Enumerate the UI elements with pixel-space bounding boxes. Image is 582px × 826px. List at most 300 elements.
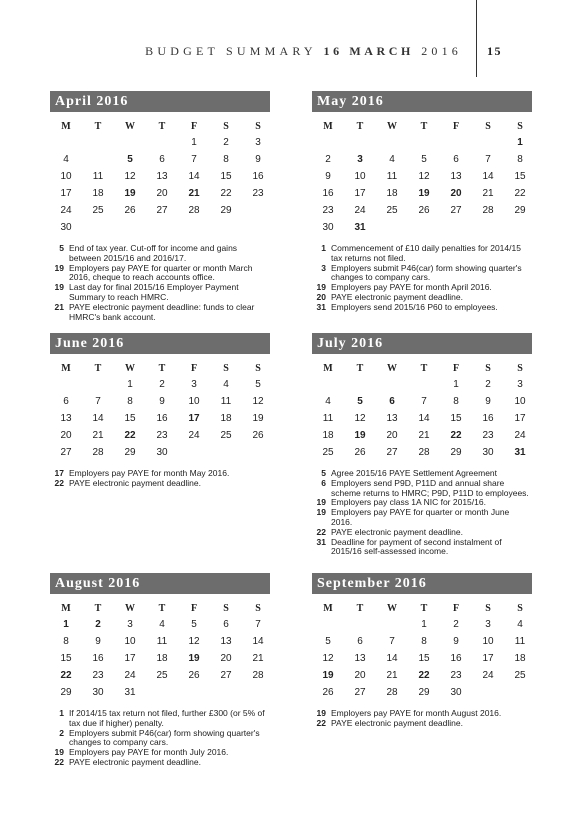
day-cell: 23 (252, 188, 264, 199)
week-row (50, 616, 274, 633)
day-cell: 27 (386, 447, 398, 458)
day-cell (472, 219, 504, 236)
day-cell: 6 (389, 396, 395, 407)
day-cell: 10 (354, 171, 366, 182)
day-cell (408, 134, 440, 151)
day-cell: 13 (354, 653, 366, 664)
weekday-header: F (190, 602, 198, 614)
day-cell: 20 (220, 653, 232, 664)
day-cell: 24 (60, 205, 72, 216)
calendar-grid (312, 600, 536, 701)
day-cell: 12 (124, 171, 136, 182)
day-cell: 26 (252, 430, 264, 441)
day-cell: 24 (354, 205, 366, 216)
day-cell: 17 (514, 413, 526, 424)
day-cell: 10 (514, 396, 526, 407)
note-day: 19 (54, 282, 64, 293)
weekday-header: M (61, 362, 71, 374)
week-row (50, 410, 274, 427)
day-cell: 28 (92, 447, 104, 458)
day-cell: 8 (453, 396, 459, 407)
day-cell: 3 (357, 154, 363, 165)
week-row (50, 376, 274, 393)
note-text: Employers send P9D, P11D and annual share scheme returns to HMRC; P9D, P11D to employees. (331, 477, 529, 498)
day-cell: 21 (386, 670, 398, 681)
note-day: 19 (316, 282, 326, 293)
day-cell: 27 (450, 205, 462, 216)
day-cell: 29 (450, 447, 462, 458)
day-cell: 25 (220, 430, 232, 441)
week-row (50, 684, 274, 701)
day-cell (82, 151, 114, 168)
day-cell: 9 (95, 636, 101, 647)
week-row (50, 168, 274, 185)
note-day: 1 (59, 708, 64, 718)
note-day: 2 (59, 727, 64, 738)
day-cell (408, 219, 440, 236)
month-title: April 2016 (50, 91, 270, 112)
note-item (312, 264, 532, 284)
day-cell: 20 (386, 430, 398, 441)
week-row (50, 151, 274, 168)
note-text: Employers pay class 1A NIC for 2015/16. (331, 497, 486, 508)
day-cell: 8 (517, 154, 523, 165)
weekday-row (50, 118, 274, 134)
day-cell: 25 (386, 205, 398, 216)
day-cell: 28 (252, 670, 264, 681)
day-cell: 3 (517, 379, 523, 390)
weekday-header: T (158, 362, 166, 374)
day-cell: 23 (450, 670, 462, 681)
day-cell: 11 (386, 171, 398, 182)
day-cell: 9 (255, 154, 261, 165)
day-cell: 29 (418, 687, 430, 698)
day-cell: 8 (421, 636, 427, 647)
weekday-row (50, 360, 274, 376)
note-item (312, 479, 532, 499)
calendar-grid (50, 118, 274, 236)
day-cell (178, 684, 210, 701)
day-cell: 5 (325, 636, 331, 647)
day-cell: 26 (188, 670, 200, 681)
day-cell: 16 (482, 413, 494, 424)
note-day: 19 (316, 507, 326, 518)
note-text: Deadline for payment of second instalment of 2015/16 self-assessed income. (331, 536, 502, 557)
week-row (50, 134, 274, 151)
note-day: 19 (54, 262, 64, 273)
note-text: Employers pay PAYE for quarter or month March 2016, cheque to reach accounts office. (69, 262, 253, 283)
weekday-row (312, 600, 536, 616)
note-item (50, 303, 270, 323)
day-cell: 30 (92, 687, 104, 698)
day-cell: 5 (255, 379, 261, 390)
day-cell: 5 (357, 396, 363, 407)
day-cell: 16 (322, 188, 334, 199)
day-cell: 25 (514, 670, 526, 681)
day-cell: 18 (156, 653, 168, 664)
note-day: 20 (316, 291, 326, 302)
day-cell: 3 (485, 619, 491, 630)
note-item (312, 538, 532, 558)
day-cell: 14 (188, 171, 200, 182)
day-cell: 17 (188, 413, 200, 424)
day-cell: 27 (156, 205, 168, 216)
note-text: Employers send 2015/16 P60 to employees. (331, 301, 498, 312)
day-cell: 15 (60, 653, 72, 664)
day-cell: 30 (450, 687, 462, 698)
day-cell: 22 (124, 430, 136, 441)
calendar-grid (312, 118, 536, 236)
weekday-header: M (61, 602, 71, 614)
day-cell: 28 (188, 205, 200, 216)
note-day: 31 (316, 301, 326, 312)
weekday-header: S (255, 602, 261, 614)
note-item (312, 719, 532, 729)
month-august (50, 573, 270, 768)
day-cell (146, 219, 178, 236)
day-cell: 17 (60, 188, 72, 199)
weekday-header: M (323, 362, 333, 374)
weekday-header: F (452, 362, 460, 374)
week-row (312, 684, 536, 701)
day-cell: 24 (124, 670, 136, 681)
weekday-header: S (255, 120, 261, 132)
note-item (50, 283, 270, 303)
note-item (50, 244, 270, 264)
day-cell: 31 (124, 687, 136, 698)
day-cell: 29 (514, 205, 526, 216)
day-cell: 30 (482, 447, 494, 458)
note-day: 3 (321, 262, 326, 273)
deadline-notes (312, 469, 532, 557)
week-row (50, 427, 274, 444)
day-cell (82, 219, 114, 236)
note-day: 19 (316, 497, 326, 508)
day-cell: 4 (325, 396, 331, 407)
day-cell: 25 (92, 205, 104, 216)
weekday-header: S (223, 362, 229, 374)
month-title: August 2016 (50, 573, 270, 594)
week-row (312, 444, 536, 461)
week-row (312, 185, 536, 202)
day-cell: 15 (124, 413, 136, 424)
month-june (50, 333, 270, 489)
day-cell: 3 (255, 137, 261, 148)
weekday-header: S (255, 362, 261, 374)
day-cell (344, 616, 376, 633)
weekday-header: T (94, 120, 102, 132)
day-cell: 21 (92, 430, 104, 441)
note-item (50, 709, 270, 729)
day-cell: 11 (322, 413, 334, 424)
day-cell: 8 (127, 396, 133, 407)
day-cell: 25 (156, 670, 168, 681)
note-text: PAYE electronic payment deadline: funds to clear HMRC's bank account. (69, 301, 255, 322)
day-cell (242, 219, 274, 236)
note-item (50, 758, 270, 768)
day-cell: 17 (354, 188, 366, 199)
note-text: Employers pay PAYE for quarter or month June 2016. (331, 507, 510, 527)
day-cell (210, 219, 242, 236)
day-cell: 1 (127, 379, 133, 390)
day-cell: 23 (156, 430, 168, 441)
day-cell (210, 684, 242, 701)
day-cell: 19 (124, 188, 136, 199)
day-cell: 21 (252, 653, 264, 664)
note-text: End of tax year. Cut-off for income and gains between 2015/16 and 2016/17. (69, 243, 238, 263)
day-cell (114, 219, 146, 236)
day-cell: 15 (514, 171, 526, 182)
week-row (50, 650, 274, 667)
deadline-notes (50, 709, 270, 768)
day-cell: 8 (223, 154, 229, 165)
day-cell: 18 (386, 188, 398, 199)
header-title: BUDGET SUMMARY 16 MARCH 2016 (145, 44, 462, 58)
weekday-header: T (94, 602, 102, 614)
note-day: 6 (321, 477, 326, 488)
page-number: 15 (487, 44, 502, 58)
weekday-header: M (323, 602, 333, 614)
day-cell: 22 (220, 188, 232, 199)
day-cell: 7 (389, 636, 395, 647)
day-cell: 2 (95, 619, 101, 630)
note-day: 22 (316, 717, 326, 728)
day-cell: 14 (92, 413, 104, 424)
weekday-header: W (387, 120, 397, 132)
day-cell: 16 (92, 653, 104, 664)
note-text: PAYE electronic payment deadline. (331, 291, 463, 302)
note-text: Commencement of £10 daily penalties for 2014/15 tax returns not filed. (331, 243, 521, 263)
day-cell: 30 (322, 222, 334, 233)
day-cell (178, 219, 210, 236)
day-cell: 12 (418, 171, 430, 182)
month-title: May 2016 (312, 91, 532, 112)
day-cell (210, 444, 242, 461)
day-cell: 7 (191, 154, 197, 165)
day-cell: 2 (159, 379, 165, 390)
day-cell: 1 (453, 379, 459, 390)
day-cell: 29 (220, 205, 232, 216)
day-cell: 11 (92, 171, 104, 182)
day-cell: 21 (482, 188, 494, 199)
day-cell: 22 (60, 670, 72, 681)
day-cell: 6 (357, 636, 363, 647)
weekday-header: T (420, 362, 428, 374)
day-cell: 13 (156, 171, 168, 182)
day-cell (376, 376, 408, 393)
day-cell: 4 (517, 619, 523, 630)
day-cell: 22 (418, 670, 430, 681)
weekday-header: S (517, 362, 523, 374)
calendar-grid (50, 360, 274, 461)
day-cell: 19 (252, 413, 264, 424)
day-cell: 28 (482, 205, 494, 216)
week-row (312, 376, 536, 393)
day-cell (344, 376, 376, 393)
month-title: July 2016 (312, 333, 532, 354)
day-cell: 2 (325, 154, 331, 165)
day-cell: 8 (63, 636, 69, 647)
day-cell: 13 (60, 413, 72, 424)
note-item (312, 303, 532, 313)
day-cell: 22 (514, 188, 526, 199)
deadline-notes (50, 244, 270, 322)
day-cell (146, 134, 178, 151)
day-cell: 15 (450, 413, 462, 424)
day-cell: 1 (63, 619, 69, 630)
note-text: Employers pay PAYE for month April 2016. (331, 282, 492, 293)
day-cell: 21 (188, 188, 200, 199)
week-row (50, 667, 274, 684)
day-cell: 10 (482, 636, 494, 647)
day-cell: 31 (354, 222, 366, 233)
day-cell: 3 (191, 379, 197, 390)
weekday-header: T (420, 120, 428, 132)
day-cell: 23 (482, 430, 494, 441)
day-cell: 18 (514, 653, 526, 664)
day-cell: 3 (127, 619, 133, 630)
day-cell (82, 376, 114, 393)
weekday-header: W (387, 362, 397, 374)
month-title: June 2016 (50, 333, 270, 354)
week-row (312, 427, 536, 444)
deadline-notes (312, 709, 532, 729)
day-cell: 26 (354, 447, 366, 458)
calendar-grid (50, 600, 274, 701)
day-cell (376, 219, 408, 236)
day-cell (504, 219, 536, 236)
note-text: Employers pay PAYE for month July 2016. (69, 747, 229, 758)
day-cell: 2 (485, 379, 491, 390)
day-cell: 12 (188, 636, 200, 647)
day-cell: 18 (322, 430, 334, 441)
week-row (312, 393, 536, 410)
week-row (312, 667, 536, 684)
running-header (0, 44, 582, 64)
weekday-header: T (356, 362, 364, 374)
weekday-header: T (420, 602, 428, 614)
note-day: 17 (54, 468, 64, 478)
day-cell: 1 (421, 619, 427, 630)
note-day: 19 (54, 747, 64, 758)
day-cell (440, 134, 472, 151)
weekday-header: M (61, 120, 71, 132)
weekday-header: F (190, 120, 198, 132)
note-text: Employers pay PAYE for month May 2016. (69, 468, 230, 478)
month-july (312, 333, 532, 557)
weekday-header: S (485, 602, 491, 614)
week-row (50, 633, 274, 650)
day-cell (50, 134, 82, 151)
day-cell: 14 (386, 653, 398, 664)
day-cell: 19 (188, 653, 200, 664)
week-row (50, 444, 274, 461)
note-text: PAYE electronic payment deadline. (331, 526, 463, 537)
month-may (312, 91, 532, 313)
day-cell: 27 (354, 687, 366, 698)
week-row (312, 168, 536, 185)
day-cell: 19 (322, 670, 334, 681)
note-item (50, 729, 270, 749)
week-row (312, 633, 536, 650)
note-text: Employers submit P46(car) form showing quarter's changes to company cars. (331, 262, 522, 283)
day-cell: 9 (485, 396, 491, 407)
day-cell: 11 (220, 396, 232, 407)
day-cell: 14 (418, 413, 430, 424)
day-cell: 25 (322, 447, 334, 458)
weekday-header: S (517, 602, 523, 614)
day-cell (82, 134, 114, 151)
calendar-grid (312, 360, 536, 461)
note-text: PAYE electronic payment deadline. (69, 756, 201, 767)
note-text: If 2014/15 tax return not filed, further £300 (or 5% of tax due if higher) penalty. (69, 708, 265, 728)
note-text: Employers pay PAYE for month August 2016. (331, 708, 502, 718)
month-september (312, 573, 532, 729)
weekday-header: F (452, 602, 460, 614)
day-cell: 9 (325, 171, 331, 182)
week-row (50, 185, 274, 202)
day-cell: 31 (514, 447, 526, 458)
weekday-header: S (223, 602, 229, 614)
day-cell: 28 (418, 447, 430, 458)
note-day: 1 (321, 243, 326, 253)
note-day: 22 (54, 756, 64, 767)
day-cell: 14 (482, 171, 494, 182)
note-item (50, 479, 270, 489)
deadline-notes (312, 244, 532, 313)
weekday-header: S (517, 120, 523, 132)
weekday-header: T (356, 602, 364, 614)
day-cell: 11 (156, 636, 168, 647)
weekday-header: W (125, 120, 135, 132)
day-cell: 9 (159, 396, 165, 407)
day-cell: 20 (450, 188, 462, 199)
day-cell: 29 (124, 447, 136, 458)
day-cell (504, 684, 536, 701)
weekday-header: M (323, 120, 333, 132)
note-item (50, 264, 270, 284)
day-cell: 30 (156, 447, 168, 458)
day-cell: 16 (156, 413, 168, 424)
day-cell: 7 (255, 619, 261, 630)
day-cell (376, 134, 408, 151)
day-cell: 16 (450, 653, 462, 664)
day-cell: 4 (389, 154, 395, 165)
day-cell: 6 (223, 619, 229, 630)
weekday-header: S (485, 120, 491, 132)
day-cell: 6 (63, 396, 69, 407)
day-cell: 16 (252, 171, 264, 182)
day-cell: 6 (453, 154, 459, 165)
day-cell: 12 (322, 653, 334, 664)
weekday-header: T (158, 120, 166, 132)
week-row (312, 650, 536, 667)
day-cell (242, 444, 274, 461)
week-row (312, 202, 536, 219)
day-cell: 10 (60, 171, 72, 182)
week-row (50, 393, 274, 410)
month-title: September 2016 (312, 573, 532, 594)
day-cell (344, 134, 376, 151)
weekday-header: T (158, 602, 166, 614)
day-cell: 9 (453, 636, 459, 647)
day-cell: 17 (482, 653, 494, 664)
note-text: Employers submit P46(car) form showing quarter's changes to company cars. (69, 727, 260, 748)
header-rule (476, 0, 477, 77)
day-cell: 23 (322, 205, 334, 216)
note-day: 22 (316, 526, 326, 537)
day-cell (312, 376, 344, 393)
